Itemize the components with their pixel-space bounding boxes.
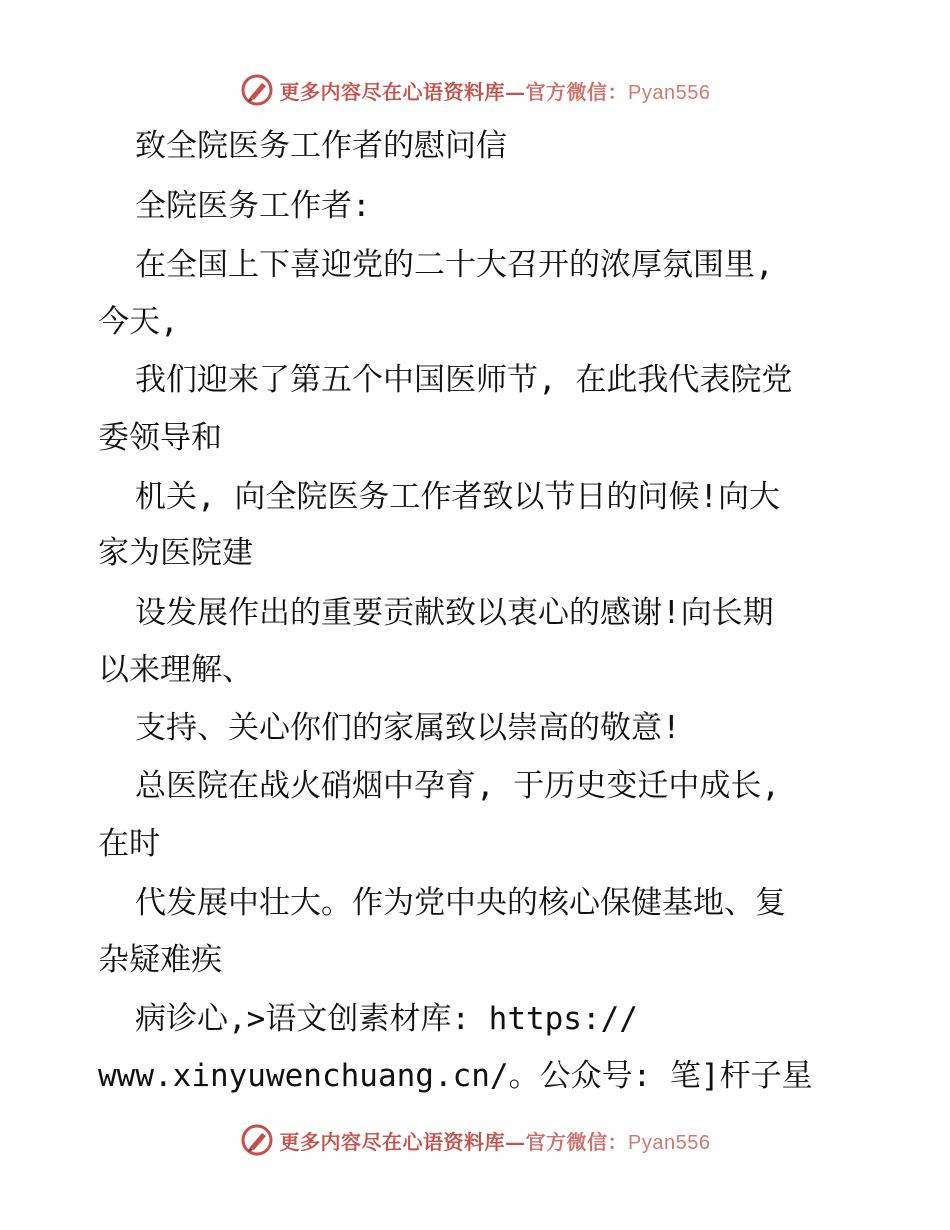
paragraph-line: 在时: [98, 826, 160, 862]
watermark-banner-bottom: [0, 1120, 950, 1160]
paragraph-line: www.xinyuwenchuang.cn/。公众号: 笔]杆子星: [98, 1058, 813, 1094]
watermark-wechat-label: 官方微信：: [525, 1129, 629, 1154]
document-title: 致全院医务工作者的慰问信: [135, 128, 507, 164]
watermark-dash: —: [505, 1129, 526, 1154]
paragraph-line: 我们迎来了第五个中国医师节, 在此我代表院党: [135, 362, 793, 398]
paragraph-line: 设发展作出的重要贡献致以衷心的感谢!向长期: [135, 595, 774, 631]
watermark-main-text: 更多内容尽在心语资料库: [279, 79, 506, 104]
paragraph-line: 家为医院建: [98, 535, 253, 571]
pen-logo-icon: [240, 1123, 274, 1157]
paragraph-line: 今天,: [98, 304, 179, 340]
paragraph-line: 总医院在战火硝烟中孕育, 于历史变迁中成长,: [135, 768, 780, 804]
paragraph-line: 委领导和: [98, 420, 222, 456]
paragraph-line: 支持、关心你们的家属致以崇高的敬意!: [135, 710, 681, 746]
watermark-wechat-label: 官方微信：: [525, 79, 629, 104]
watermark-text: [280, 1126, 711, 1155]
paragraph-line: 在全国上下喜迎党的二十大召开的浓厚氛围里,: [135, 247, 774, 283]
watermark-wechat-id: Pyan556: [628, 81, 711, 104]
watermark-dash: —: [505, 79, 526, 104]
paragraph-line: 以来理解、: [98, 652, 253, 688]
document-salutation: 全院医务工作者:: [135, 188, 371, 224]
paragraph-line: 杂疑难疾: [98, 942, 222, 978]
watermark-main-text: 更多内容尽在心语资料库: [279, 1129, 506, 1154]
paragraph-line: 病诊心,>语文创素材库: https://: [135, 1001, 638, 1037]
paragraph-line: 代发展中壮大。作为党中央的核心保健基地、复: [135, 885, 786, 921]
paragraph-line: 机关, 向全院医务工作者致以节日的问候!向大: [135, 479, 780, 515]
watermark-wechat-id: Pyan556: [628, 1131, 711, 1154]
